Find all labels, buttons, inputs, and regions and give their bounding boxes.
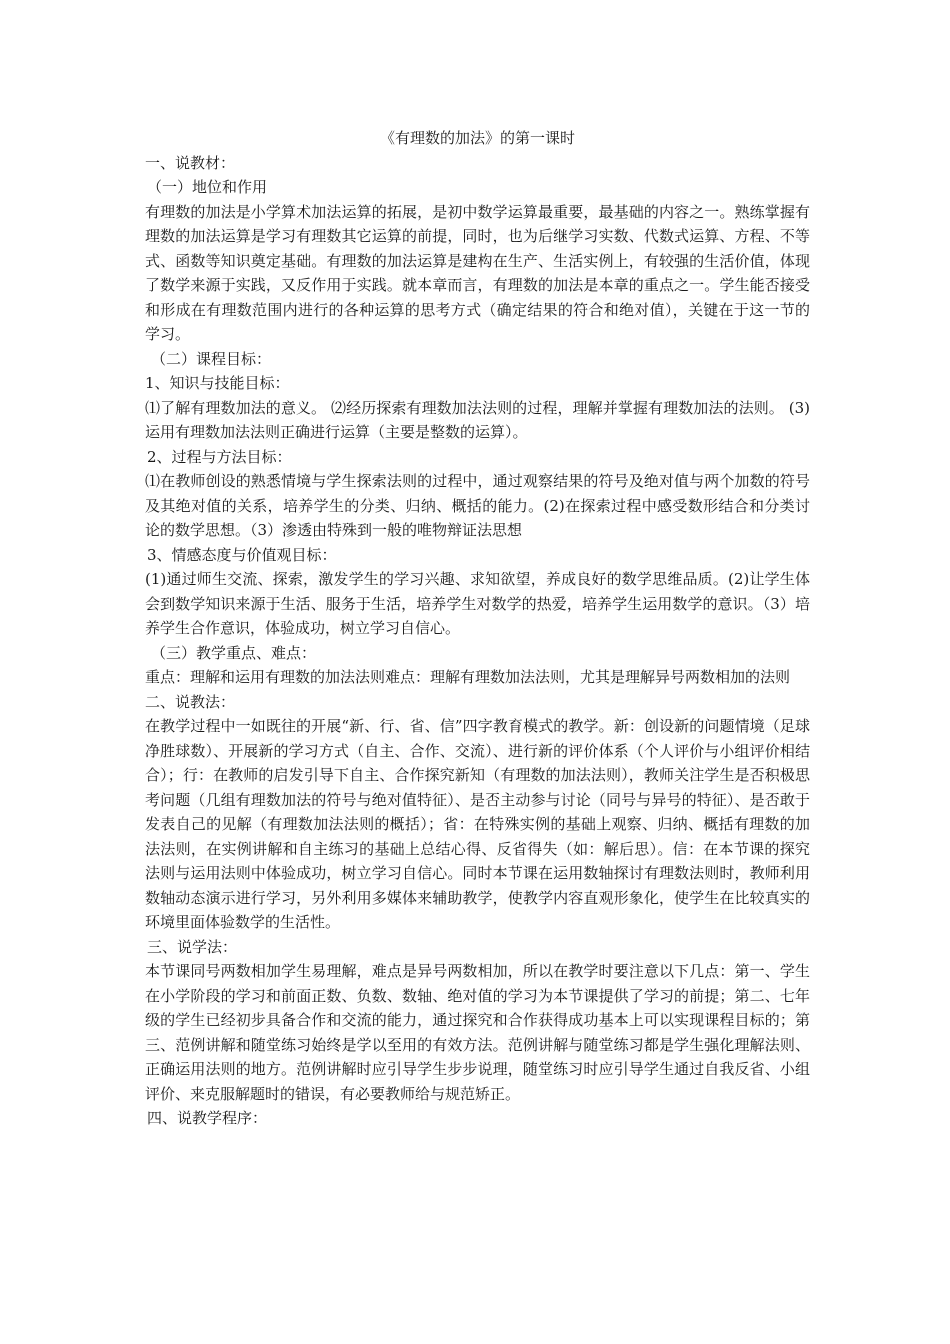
goal-emotion-values-heading: 3、情感态度与价值观目标： (147, 545, 337, 564)
section-heading-teaching-method: 二、说教法： (145, 692, 236, 711)
subsection-course-goals: （二）课程目标： (151, 349, 272, 368)
subsection-key-difficult-points: （三）教学重点、难点： (151, 643, 317, 662)
paragraph-knowledge-skills: ⑴了解有理数加法的意义。 ⑵经历探索有理数加法法则的过程，理解并掌握有理数加法的法则。 (3)运用有理数加法法则正确进行运算（主要是整数的运算）。 (145, 398, 810, 441)
paragraph-position-role: 有理数的加法是小学算术加法运算的拓展，是初中数学运算最重要，最基础的内容之一。熟练掌握有理数的加法运算是学习有理数其它运算的前提，同时，也为后继学习实数、代数式运算、方程、不等式、函数等知识奠定基础。有理数的加法运算是建构在生产、生活实例上，有较强的生活价值，体现了数学来源于实践，又反作用于实践。就本章而言，有理数的加法是本章的重点之一。学生能否接受和形成在有理数范围内进行的各种运算的思考方式（确定结果的符合和绝对值），关键在于这一节的学习。 (145, 202, 810, 343)
paragraph-process-method: ⑴在教师创设的熟悉情境与学生探索法则的过程中，通过观察结果的符号及绝对值与两个加数的符号及其绝对值的关系，培养学生的分类、归纳、概括的能力。(2)在探索过程中感受数形结合和分类讨论的数学思想。（3）渗透由特殊到一般的唯物辩证法思想 (145, 472, 810, 539)
paragraph-learning-method: 本节课同号两数相加学生易理解，难点是异号两数相加，所以在教学时要注意以下几点：第一、学生在小学阶段的学习和前面正数、负数、数轴、绝对值的学习为本节课提供了学习的前提；第二、七年级的学生已经初步具备合作和交流的能力，通过探究和合作获得成功基本上可以实现课程目标的；第三、范例讲解和随堂练习始终是学以至用的有效方法。范例讲解与随堂练习都是学生强化理解法则、正确运用法则的地方。范例讲解时应引导学生步步说理，随堂练习时应引导学生通过自我反省、小组评价、来克服解题时的错误，有必要教师给与规范矫正。 (145, 962, 810, 1103)
document-body (145, 126, 810, 1131)
goal-process-method-heading: 2、过程与方法目标： (147, 447, 292, 466)
section-heading-teaching-procedure: 四、说教学程序： (147, 1109, 268, 1127)
subsection-position-role: （一）地位和作用 (147, 178, 268, 196)
section-heading-textbook: 一、说教材： (145, 153, 236, 172)
paragraph-key-difficult-points: 重点：理解和运用有理数的加法法则难点：理解有理数加法法则，尤其是理解异号两数相加的法则 (145, 668, 791, 686)
section-heading-learning-method: 三、说学法： (147, 937, 238, 956)
paragraph-teaching-method: 在教学过程中一如既往的开展“新、行、省、信”四字教育模式的教学。新：创设新的问题情境（足球净胜球数）、开展新的学习方式（自主、合作、交流）、进行新的评价体系（个人评价与小组评价相结合）；行：在教师的启发引导下自主、合作探究新知（有理数的加法法则），教师关注学生是否积极思考问题（几组有理数加法的符号与绝对值特征）、是否主动参与讨论（同号与异号的特征）、是否敢于发表自己的见解（有理数加法法则的概括）；省：在特殊实例的基础上观察、归纳、概括有理数的加法法则，在实例讲解和自主练习的基础上总结心得、反省得失（如：解后思）。信：在本节课的探究法则与运用法则中体验成功，树立学习自信心。同时本节课在运用数轴探讨有理数法则时，教师利用数轴动态演示进行学习，另外利用多媒体来辅助教学，使教学内容直观形象化，使学生在比较真实的环境里面体验数学的生活性。 (145, 717, 810, 931)
document-title: 《有理数的加法》的第一课时 (379, 129, 575, 147)
goal-knowledge-skills-heading: 1、知识与技能目标： (145, 374, 290, 392)
paragraph-emotion-values: (1)通过师生交流、探索，激发学生的学习兴趣、求知欲望，养成良好的数学思维品质。(2)让学生体会到数学知识来源于生活、服务于生活，培养学生对数学的热爱，培养学生运用数学的意识。（3）培养学生合作意识，体验成功，树立学习自信心。 (145, 570, 810, 637)
